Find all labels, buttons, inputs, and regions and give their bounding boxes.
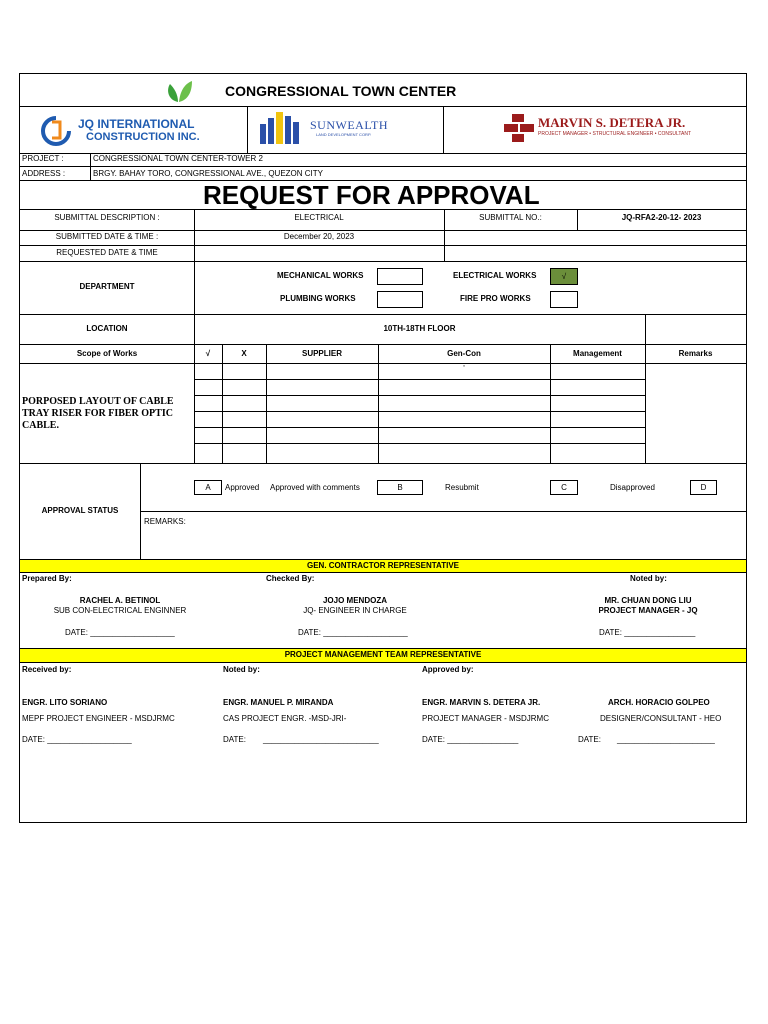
p1-name: ENGR. LITO SORIANO — [22, 698, 108, 707]
md-emblem-icon — [504, 114, 534, 142]
plumbing-works-label: PLUMBING WORKS — [280, 294, 356, 303]
sunwealth-name: SUNWEALTH — [310, 118, 389, 132]
checked-name: JOJO MENDOZA — [322, 596, 387, 605]
approval-status-label: APPROVAL STATUS — [41, 506, 119, 515]
prepared-name: RACHEL A. BETINOL — [79, 596, 161, 605]
jq-name: JQ INTERNATIONAL — [78, 117, 195, 131]
p2-title: CAS PROJECT ENGR. -MSD-JRI- — [223, 714, 347, 723]
checked-title: JQ- ENGINEER IN CHARGE — [303, 606, 407, 615]
firepro-works-checkbox[interactable] — [550, 291, 578, 308]
gencon-banner-text: GEN. CONTRACTOR REPRESENTATIVE — [306, 561, 459, 570]
scope-header-check: √ — [205, 349, 211, 358]
leaf-logo-icon — [164, 78, 194, 104]
noted-date[interactable]: DATE: ________________ — [599, 628, 696, 637]
project-label: PROJECT : — [22, 154, 64, 163]
project-value: CONGRESSIONAL TOWN CENTER-TOWER 2 — [93, 154, 263, 163]
mechanical-works-label: MECHANICAL WORKS — [277, 271, 364, 280]
scope-header-management: Management — [573, 349, 622, 358]
jq-emblem-icon — [38, 116, 74, 146]
sunwealth-sub: LAND DEVELOPMENT CORP. — [316, 132, 372, 137]
scope-header-supplier: SUPPLIER — [301, 349, 342, 358]
electrical-works-label: ELECTRICAL WORKS — [453, 271, 537, 280]
building-icon — [258, 110, 304, 146]
approved-label: Approved — [225, 483, 260, 492]
submittal-no-label: SUBMITTAL NO.: — [479, 213, 542, 222]
p3-date[interactable]: DATE: ________________ — [422, 735, 519, 744]
checked-by-label: Checked By: — [266, 574, 315, 583]
p1-title: MEPF PROJECT ENGINEER - MSDJRMC — [22, 714, 175, 723]
noted-by-label: Noted by: — [630, 574, 667, 583]
rfa-form — [19, 73, 747, 823]
submittal-desc-label: SUBMITTAL DESCRIPTION : — [54, 213, 160, 222]
marvin-name: MARVIN S. DETERA JR. — [538, 115, 686, 130]
approved-by-label: Approved by: — [422, 665, 474, 674]
mechanical-works-checkbox[interactable] — [377, 268, 423, 285]
submittal-no-value: JQ-RFA2-20-12- 2023 — [621, 213, 702, 222]
firepro-works-label: FIRE PRO WORKS — [460, 294, 531, 303]
address-value: BRGY. BAHAY TORO, CONGRESSIONAL AVE., QUEZON CITY — [93, 169, 323, 178]
scope-header-scope: Scope of Works — [76, 349, 138, 358]
resubmit-label: Resubmit — [445, 483, 479, 492]
requested-date-label: REQUESTED DATE & TIME — [56, 248, 158, 257]
approved-box[interactable]: A — [194, 480, 222, 495]
scope-header-x: X — [241, 349, 247, 358]
check-mark-icon: √ — [561, 272, 567, 281]
p4-date-line[interactable]: ______________________ — [617, 735, 715, 744]
approved-with-comments-box[interactable]: B — [377, 480, 423, 495]
scope-description: PORPOSED LAYOUT OF CABLE TRAY RISER FOR FIBER OPTIC CABLE. — [22, 396, 174, 431]
department-label: DEPARTMENT — [79, 282, 135, 291]
pmt-noted-by-label: Noted by: — [223, 665, 260, 674]
prepared-title: SUB CON-ELECTRICAL ENGINNER — [53, 606, 187, 615]
marvin-sub: PROJECT MANAGER • STRUCTURAL ENGINEER • CONSULTANT — [538, 131, 692, 137]
p3-name: ENGR. MARVIN S. DETERA JR. — [422, 698, 541, 707]
location-value: 10TH-18TH FLOOR — [383, 324, 456, 333]
p4-name: ARCH. HORACIO GOLPEO — [608, 698, 710, 707]
p2-date-label: DATE: — [223, 735, 246, 744]
company-title: CONGRESSIONAL TOWN CENTER — [225, 83, 457, 99]
scope-header-gencon: Gen-Con — [447, 349, 481, 358]
checked-date[interactable]: DATE: ___________________ — [298, 628, 408, 637]
prepared-date[interactable]: DATE: ___________________ — [65, 628, 175, 637]
noted-title: PROJECT MANAGER - JQ — [598, 606, 698, 615]
p4-title: DESIGNER/CONSULTANT - HEO — [600, 714, 722, 723]
marvin-logo — [504, 114, 724, 144]
disapproved-box[interactable]: D — [690, 480, 717, 495]
approved-with-comments-label: Approved with comments — [270, 483, 360, 492]
p1-date[interactable]: DATE: ___________________ — [22, 735, 132, 744]
received-by-label: Received by: — [22, 665, 72, 674]
prepared-by-label: Prepared By: — [22, 574, 72, 583]
jq-sub: CONSTRUCTION INC. — [86, 131, 200, 143]
p4-date-label: DATE: — [578, 735, 601, 744]
location-label: LOCATION — [86, 324, 128, 333]
submittal-desc-value: ELECTRICAL — [294, 213, 344, 222]
submitted-date-value: December 20, 2023 — [283, 232, 355, 241]
p2-name: ENGR. MANUEL P. MIRANDA — [223, 698, 334, 707]
submitted-date-label: SUBMITTED DATE & TIME : — [55, 232, 159, 241]
pmt-banner-text: PROJECT MANAGEMENT TEAM REPRESENTATIVE — [284, 650, 482, 659]
gencon-mark: ' — [463, 364, 465, 373]
plumbing-works-checkbox[interactable] — [377, 291, 423, 308]
p3-title: PROJECT MANAGER - MSDJRMC — [422, 714, 549, 723]
jq-logo — [38, 116, 208, 148]
disapproved-label: Disapproved — [610, 483, 655, 492]
scope-header-remarks: Remarks — [678, 349, 713, 358]
address-label: ADDRESS : — [22, 169, 66, 178]
noted-name: MR. CHUAN DONG LIU — [604, 596, 692, 605]
p2-date-line[interactable]: __________________________ — [263, 735, 379, 744]
remarks-label: REMARKS: — [144, 517, 186, 526]
form-title: REQUEST FOR APPROVAL — [203, 180, 540, 210]
electrical-works-checkbox[interactable] — [550, 268, 578, 285]
resubmit-box[interactable]: C — [550, 480, 578, 495]
sunwealth-logo — [258, 110, 418, 146]
